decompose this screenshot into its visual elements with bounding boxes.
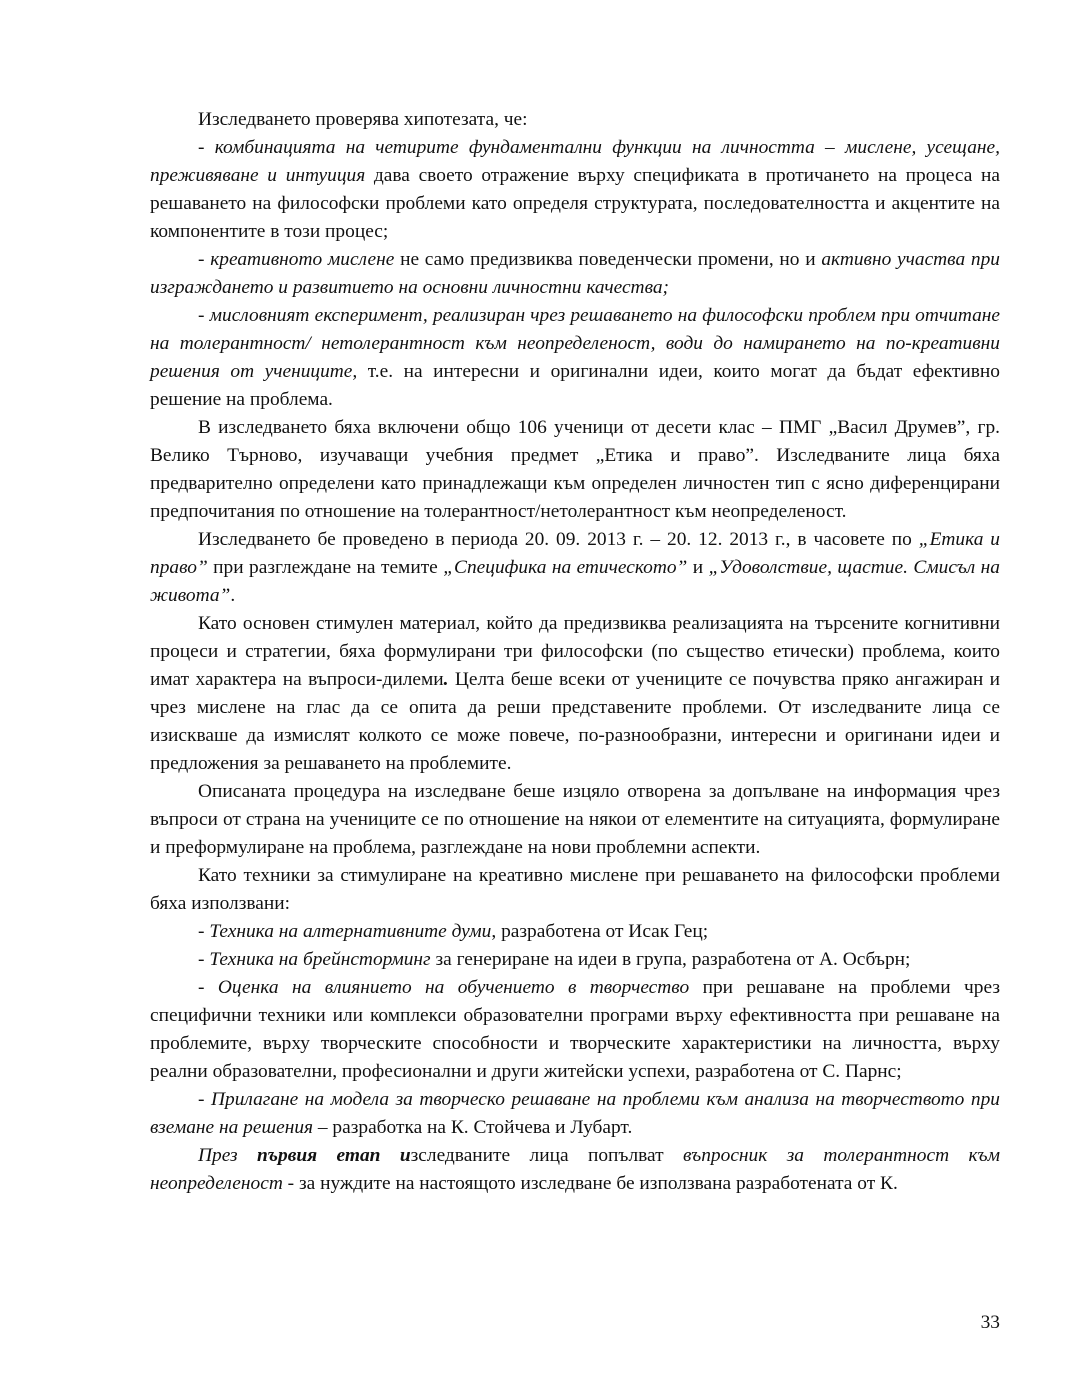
- text-run: Целта беше всеки от учениците се почувства пряко ангажиран и чрез мислене на глас да се опита да реши представените проблеми. От изследваните лица се изискваше да измислят колкото се може повече, по-разнообразни, интересни и оригинани идеи и предложения за решаването на проблемите.: [150, 669, 1000, 774]
- text-run-bold: .: [443, 669, 449, 690]
- text-run: за генериране на идеи в група, разработена от А. Осбърн;: [430, 949, 911, 970]
- text-run: Изследването бе проведено в периода 20. 09. 2013 г. – 20. 12. 2013 г., в часовете по: [198, 529, 919, 550]
- text-run: В изследването бяха включени общо 106 ученици от десети клас – ПМГ „Васил Друмев”, гр. Велико Търново, изучаващи учебния предмет „Етика и право”. Изследваните лица бяха предварително определени като принадлежащи към определен личностен тип с ясно диференцирани предпочитания по отношение на толерантност/нетолерантност към неопределеност.: [150, 417, 1000, 522]
- text-run-italic: - мисловният експеримент, реализиран чрез решаването на философски проблем при отчитане на толерантност/ нетолерантност към неопределеност, води до намирането на по-креативни решения от учениците,: [150, 305, 1000, 382]
- text-run-italic: „Удоволствие, щастие. Смисъл на живота”: [150, 557, 1000, 606]
- text-run-italic: Техника на алтернативните думи: [209, 921, 492, 942]
- paragraph-period: [150, 526, 1000, 610]
- text-run-italic: Прилагане на модела за творческо решаване на проблеми към анализа на творчеството при вземане на решения: [150, 1089, 1000, 1138]
- text-run: не само предизвиква поведенчески промени, но и: [394, 249, 822, 270]
- page-number: 33: [980, 1312, 1000, 1333]
- text-run: -: [198, 977, 218, 998]
- text-run: при решаване на проблеми чрез специфични техники или комплекси образователни програми върху ефективността при решаване на проблемите, върху творческите способности и творческите характеристики на личността, върху реални образователни, професионални и други житейски успехи, разработена от С. Парнс;: [150, 977, 1000, 1082]
- text-run-italic: въпросник за толерантност към неопределеност: [150, 1145, 1000, 1194]
- paragraph-hypothesis-1: [150, 134, 1000, 246]
- text-run-italic: -: [198, 249, 211, 270]
- document-body: [150, 106, 1000, 1198]
- paragraph-procedure: [150, 778, 1000, 862]
- text-run-italic: - комбинацията на четирите фундаментални функции на личността – мислене, усещане, преживяване и интуиция: [150, 137, 1000, 186]
- text-run-italic: активно участва при изграждането и развитието на основни личностни качества;: [150, 249, 1000, 298]
- text-run-italic: Техника на брейнсторминг: [209, 949, 431, 970]
- list-item-technique-4: [150, 1086, 1000, 1142]
- text-run-italic: „Етика и право”: [150, 529, 1001, 578]
- paragraph-hypothesis-intro: [150, 106, 1000, 134]
- list-item-technique-3: [150, 974, 1000, 1086]
- text-run: -: [198, 949, 210, 970]
- text-run: .: [230, 585, 236, 606]
- text-run: т.е. на интересни и оригинални идеи, които могат да бъдат ефективно решение на проблема.: [150, 361, 1000, 410]
- text-run: зследваните лица попълват: [410, 1145, 684, 1166]
- text-run: – разработка на К. Стойчева и Лубарт.: [313, 1117, 633, 1138]
- paragraph-participants: [150, 414, 1000, 526]
- text-run: Описаната процедура на изследване беше изцяло отворена за допълване на информация чрез въпроси от страна на учениците се по отношение на някои от елементите на ситуацията, формулиране и преформулиране на проблема, разглеждане на нови проблемни аспекти.: [150, 781, 1000, 858]
- text-run: Като основен стимулен материал, който да предизвиква реализацията на търсените когнитивни процеси и стратегии, бяха формулирани три философски (по същество етически) проблема, които имат характера на въпроси-дилеми: [150, 613, 1000, 690]
- text-run: -: [198, 1089, 211, 1110]
- text-run-italic: През: [198, 1145, 258, 1166]
- text-run: Като техники за стимулиране на креативно мислене при решаването на философски проблеми бяха използвани:: [150, 865, 1000, 914]
- paragraph-hypothesis-3: [150, 302, 1000, 414]
- paragraph-hypothesis-2: [150, 246, 1000, 302]
- text-run-italic: „Специфика на етическото”: [443, 557, 688, 578]
- paragraph-first-stage: [150, 1142, 1000, 1198]
- list-item-technique-2: [150, 946, 1000, 974]
- paragraph-stimulus: [150, 610, 1000, 778]
- text-run: и: [687, 557, 709, 578]
- text-run: дава своето отражение върху спецификата в протичането на процеса на решаването на философски проблеми като определя структурата, последователността и акцентите на компонентите в този процес;: [150, 165, 1000, 242]
- text-run: -: [198, 921, 210, 942]
- list-item-technique-1: [150, 918, 1000, 946]
- text-run: - за нуждите на настоящото изследване бе използвана разработената от К.: [282, 1173, 898, 1194]
- text-run-bold-italic: първия етап и: [257, 1145, 411, 1166]
- text-run: Изследването проверява хипотезата, че:: [198, 109, 528, 130]
- paragraph-techniques-intro: [150, 862, 1000, 918]
- text-run: , разработена от Исак Гец;: [491, 921, 709, 942]
- text-run: при разглеждане на темите: [207, 557, 444, 578]
- text-run-italic: Оценка на влиянието на обучението в творчество: [217, 977, 690, 998]
- text-run-italic: креативното мислене: [210, 249, 395, 270]
